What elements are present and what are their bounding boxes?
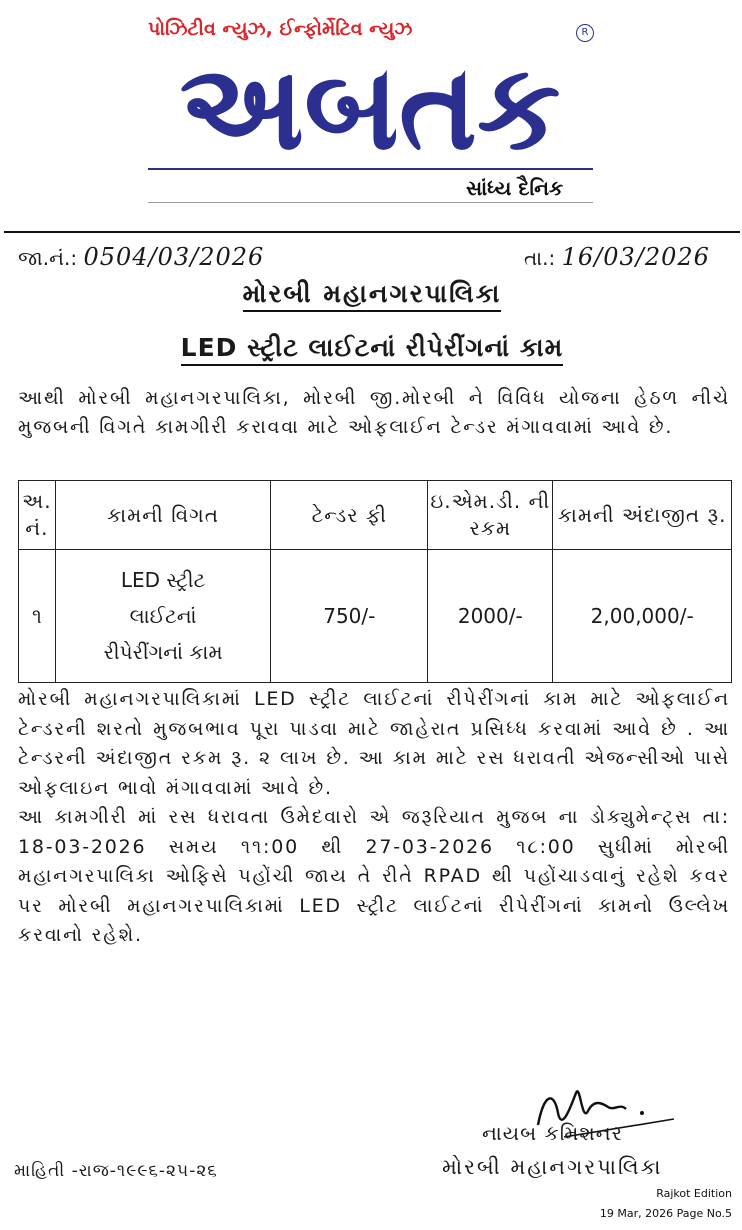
work-title [4, 333, 740, 363]
notice-body [18, 685, 730, 951]
edition-type: સાંધ્ય દૈનિક [466, 176, 564, 200]
logo-text: અબતક [179, 44, 561, 164]
header-estimate: કામની અંદાજીત રૂ. [553, 481, 732, 550]
header-fee: ટેન્ડર ફી [271, 481, 428, 550]
newspaper-logo [148, 44, 593, 164]
organization-title [4, 279, 740, 309]
edition-divider [148, 202, 593, 203]
header-work: કામની વિગત [55, 481, 271, 550]
work-title-text: LED સ્ટ્રીટ લાઈટનાં રીપેરીંગનાં કામ [181, 333, 564, 366]
table-row [19, 550, 732, 683]
organization-title-text: મોરબી મહાનગરપાલિકા [243, 279, 502, 312]
cell-sr: ૧ [19, 550, 56, 683]
body-paragraph-2: આ કામગીરી માં રસ ધરાવતા ઉમેદવારો એ જરૂરિયાત મુજબ ના ડોક્યુમેન્ટ્સ તા: 18-03-2026 સમય ૧૧:00 થી 27-03-2026 ૧૮:00 સુધીમાં મોરબી મહાનગરપાલિકા ઓફિસે પહોંચી જાય તે રીતે RPAD થી પહોંચાડવાનું રહેશે કવર પર મોરબી મહાનગરપાલિકામાં LED સ્ટ્રીટ લાઈટનાં રીપેરીંગનાં કામનો ઉલ્લેખ કરવાનો રહેશે. [18, 806, 730, 946]
header-sr: અ. નં. [19, 481, 56, 550]
signatory-role: નાયબ કમિશનર [482, 1121, 624, 1145]
cell-emd: 2000/- [428, 550, 553, 683]
body-paragraph-1: મોરબી મહાનગરપાલિકામાં LED સ્ટ્રીટ લાઈટનાં રીપેરીંગનાં કામ માટે ઓફલાઈન ટેન્ડરની શરતો મુજબભાવ પૂરા પાડવા માટે જાહેરાત પ્રસિધ્ધ કરવામાં આવે છે . આ ટેન્ડરની અંદાજીત રકમ રૂ. ૨ લાખ છે. આ કામ માટે રસ ધરાવતી એજન્સીઓ પાસે ઓફલાઇન ભાવો મંગાવવામાં આવે છે. [18, 688, 730, 799]
reference-value: 0504/03/2026 [83, 243, 265, 271]
date-label: તા.: [524, 246, 556, 270]
intro-paragraph: આથી મોરબી મહાનગરપાલિકા, મોરબી જી.મોરબી ને વિવિધ યોજના હેઠળ નીચે મુજબની વિગતે કામગીરી કરાવવા માટે ઓફલાઈન ટેન્ડર મંગાવવામાં આવે છે. [18, 387, 730, 438]
logo-underline [148, 168, 593, 170]
notice-date [524, 243, 710, 271]
tender-table [18, 480, 732, 683]
date-value: 16/03/2026 [561, 243, 710, 271]
cell-work: LED સ્ટ્રીટ લાઈટનાં રીપેરીંગનાં કામ [55, 550, 271, 683]
reference-label: જા.નં.: [18, 246, 78, 270]
footer-edition: Rajkot Edition [656, 1187, 732, 1200]
masthead [0, 0, 742, 215]
reference-number [18, 243, 264, 271]
tender-notice [4, 231, 740, 1183]
registered-mark-icon: R [576, 24, 594, 42]
masthead-tagline: પોઝિટીવ ન્યુઝ, ઈન્ફોર્મેટિવ ન્યુઝ [148, 18, 413, 40]
cell-estimate: 2,00,000/- [553, 550, 732, 683]
footer-date-page: 19 Mar, 2026 Page No.5 [599, 1207, 732, 1220]
table-header-row [19, 481, 732, 550]
cell-fee: 750/- [271, 550, 428, 683]
header-emd: ઇ.એમ.ડી. ની રકમ [428, 481, 553, 550]
signatory-organization: મોરબી મહાનગરપાલિકા [442, 1155, 663, 1179]
info-code: માહિતી -રાજ-૧૯૯૬-૨૫-૨૬ [14, 1161, 218, 1181]
